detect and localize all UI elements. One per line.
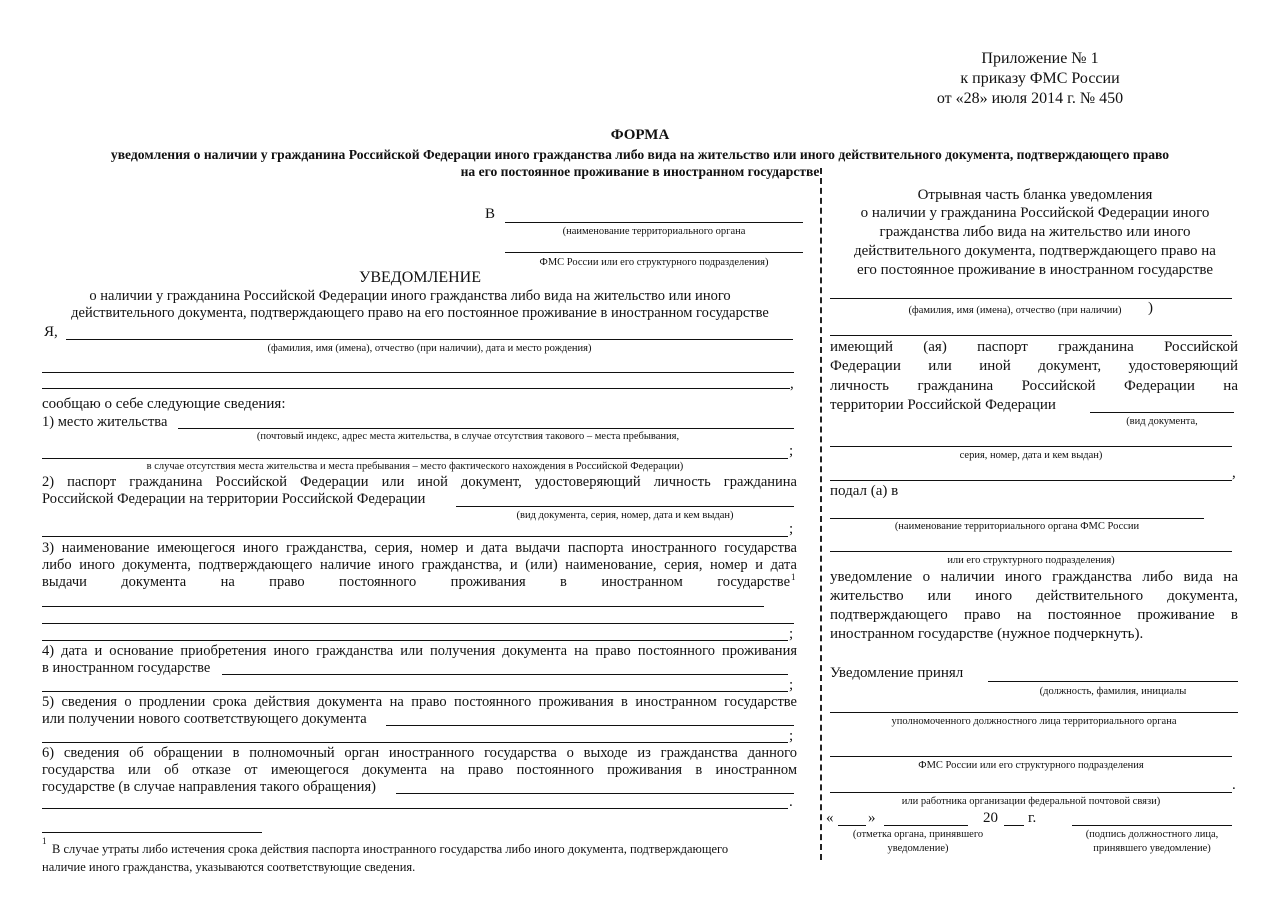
p4-line2: в иностранном государстве: [42, 660, 211, 676]
p6-field[interactable]: [396, 793, 794, 794]
stub-org-field[interactable]: [830, 518, 1204, 519]
tear-line: [820, 168, 822, 860]
date-year-prefix: 20: [983, 810, 998, 826]
form-title-line1: уведомления о наличии у гражданина Российской Федерации иного гражданства либо вида на жительство или иного действительного документа, подтверждающего право: [110, 147, 1170, 162]
accepted-field-2[interactable]: [830, 712, 1238, 713]
p3-line2: либо иного документа, подтверждающего наличие иного гражданства, и (или) наименование, серия, номер и дата: [42, 557, 797, 573]
stub-org-field-2[interactable]: [830, 551, 1232, 552]
stub-fio-field[interactable]: [830, 298, 1232, 299]
accepted-hint-1: (должность, фамилия, инициалы: [1039, 686, 1187, 697]
fio-field-3[interactable]: [42, 388, 790, 389]
p1-hint-1: (почтовый индекс, адрес места жительства, в случае отсутствия такового – места пребывания,: [256, 431, 680, 442]
p4-semi: ;: [789, 677, 794, 693]
appendix-order: к приказу ФМС России: [960, 70, 1120, 87]
footnote-line1: В случае утраты либо истечения срока действия паспорта иностранного государства либо иного документа, подтверждающего: [52, 842, 729, 856]
accepted-field-3[interactable]: [830, 756, 1232, 757]
p6-line3: государстве (в случае направления такого обращения): [42, 779, 376, 795]
stub-heading-4: действительного документа, подтверждающего право на: [854, 243, 1216, 259]
date-close-quote: »: [868, 810, 876, 826]
stub-text-2: Федерации или иной документ, удостоверяющий: [830, 358, 1238, 374]
p2-semi: ;: [789, 521, 794, 537]
stub-org-hint-2: или его структурного подразделения): [947, 555, 1115, 566]
stub-fio-hint: (фамилия, имя (имена), отчество (при наличии): [908, 305, 1122, 316]
stub-org-hint-1: (наименование территориального органа ФМС России: [894, 521, 1140, 532]
stub-serial-hint: серия, номер, дата и кем выдан): [959, 450, 1103, 461]
p5-field-2[interactable]: [42, 742, 788, 743]
stub-text-4: территории Российской Федерации: [830, 397, 1056, 413]
form-title-line2: на его постоянное проживание в иностранном государстве: [460, 164, 820, 179]
p6-line1: 6) сведения об обращении в полномочный орган иностранного государства о выходе из гражданства данного: [42, 745, 797, 761]
p4-field-2[interactable]: [42, 691, 788, 692]
p6-dot: .: [789, 794, 793, 810]
p1-label: 1) место жительства: [42, 414, 168, 430]
p2-line2: Российской Федерации на территории Российской Федерации: [42, 491, 426, 507]
sign-hint-2: принявшего уведомление): [1093, 843, 1211, 854]
stub-fio-close: ): [1148, 300, 1153, 316]
p2-hint: (вид документа, серия, номер, дата и кем выдан): [516, 510, 734, 521]
p2-field[interactable]: [456, 506, 794, 507]
appendix-date: от «28» июля 2014 г. № 450: [936, 90, 1124, 107]
p6-field-2[interactable]: [42, 808, 788, 809]
stub-fio-field-2[interactable]: [830, 335, 1232, 336]
sign-hint-1: (подпись должностного лица,: [1085, 829, 1219, 840]
accepted-field[interactable]: [988, 681, 1238, 682]
p2-line1: 2) паспорт гражданина Российской Федерации или иной документ, удостоверяющий личность гражданина: [42, 474, 797, 490]
stub-filed-label: подал (а) в: [830, 483, 899, 499]
mark-hint-2: уведомление): [887, 843, 949, 854]
p1-field[interactable]: [178, 428, 794, 429]
to-prefix: В: [485, 206, 496, 222]
stub-notice-4: иностранном государстве (нужное подчеркнуть).: [830, 626, 1144, 642]
accepted-hint-2: уполномоченного должностного лица территориального органа: [891, 716, 1177, 727]
to-field[interactable]: [505, 222, 803, 223]
mark-hint-1: (отметка органа, принявшего: [852, 829, 984, 840]
form-label: ФОРМА: [610, 127, 670, 143]
p5-line2: или получении нового соответствующего документа: [42, 711, 367, 727]
footnote-divider: [42, 832, 262, 833]
accepted-hint-4: или работника организации федеральной почтовой связи): [901, 796, 1161, 807]
to-hint-2: ФМС России или его структурного подразделения): [539, 257, 769, 268]
stub-heading-5: его постоянное проживание в иностранном государстве: [856, 262, 1214, 278]
footnote-line2: наличие иного гражданства, указываются соответствующие сведения.: [42, 860, 416, 874]
p2-field-2[interactable]: [42, 536, 788, 537]
stub-doc-field-3[interactable]: [830, 480, 1232, 481]
p4-field[interactable]: [222, 674, 788, 675]
p1-semi: ;: [789, 443, 794, 459]
fio-comma: ,: [790, 376, 794, 392]
notice-sub-2: действительного документа, подтверждающего право на его постоянное проживание в иностранном государстве: [71, 305, 769, 321]
p3-field-3[interactable]: [42, 640, 788, 641]
p3-footnote-mark: 1: [791, 572, 796, 582]
appendix-number: Приложение № 1: [981, 50, 1099, 67]
stub-heading-3: гражданства либо вида на жительство или иного: [879, 224, 1191, 240]
to-hint-1: (наименование территориального органа: [562, 226, 746, 237]
signature-field[interactable]: [1072, 825, 1232, 826]
p3-field-1[interactable]: [42, 606, 764, 607]
stub-heading-2: о наличии у гражданина Российской Федерации иного: [860, 205, 1210, 221]
accepted-field-4[interactable]: [830, 792, 1232, 793]
p3-field-2[interactable]: [42, 623, 794, 624]
p5-semi: ;: [789, 728, 794, 744]
footnote-mark: 1: [42, 836, 47, 846]
report-label: сообщаю о себе следующие сведения:: [42, 396, 286, 412]
ya-label: Я,: [44, 324, 58, 340]
accepted-label: Уведомление принял: [830, 665, 964, 681]
p1-hint-2: в случае отсутствия места жительства и места пребывания – место фактического нахождения в Российской Федерации): [146, 461, 684, 472]
p6-line2: государства или об отказе от имеющегося документа на право постоянного проживания в иностранном: [42, 762, 797, 778]
stub-notice-1: уведомление о наличии иного гражданства либо вида на: [830, 569, 1238, 585]
fio-field-2[interactable]: [42, 372, 794, 373]
stub-doc-field[interactable]: [1090, 412, 1234, 413]
p1-field-2[interactable]: [42, 458, 788, 459]
notice-sub-1: о наличии у гражданина Российской Федерации иного гражданства либо вида на жительство или иного: [89, 288, 731, 304]
date-month-field[interactable]: [884, 825, 968, 826]
p4-line1: 4) дата и основание приобретения иного гражданства или получения документа на право постоянного проживания: [42, 643, 797, 659]
stub-notice-3: подтверждающего право на постоянное проживание в: [830, 607, 1238, 623]
date-year-field[interactable]: [1004, 825, 1024, 826]
fio-hint: (фамилия, имя (имена), отчество (при наличии), дата и место рождения): [267, 343, 592, 354]
stub-text-3: личность гражданина Российской Федерации на: [830, 378, 1238, 394]
p3-semi: ;: [789, 626, 794, 642]
date-day-field[interactable]: [838, 825, 866, 826]
accepted-hint-3: ФМС России или его структурного подразделения: [918, 760, 1144, 771]
p5-line1: 5) сведения о продлении срока действия документа на право постоянного проживания в иностранном государстве: [42, 694, 797, 710]
p5-field[interactable]: [386, 725, 794, 726]
date-open-quote: «: [826, 810, 834, 826]
stub-text-1: имеющий (ая) паспорт гражданина Российской: [830, 339, 1238, 355]
stub-doc-field-2[interactable]: [830, 446, 1232, 447]
fio-field[interactable]: [66, 339, 793, 340]
stub-doc-hint: (вид документа,: [1126, 416, 1198, 427]
notice-heading: УВЕДОМЛЕНИЕ: [359, 269, 481, 286]
accepted-dot: .: [1232, 777, 1236, 793]
p3-line3: выдачи документа на право постоянного проживания в иностранном государстве: [42, 574, 790, 590]
stub-comma: ,: [1232, 465, 1236, 481]
p3-line1: 3) наименование имеющегося иного гражданства, серия, номер и дата выдачи паспорта иностранного государства: [42, 540, 797, 556]
date-year-suffix: г.: [1028, 810, 1037, 826]
stub-notice-2: жительство или иного действительного документа,: [830, 588, 1238, 604]
stub-heading-1: Отрывная часть бланка уведомления: [917, 187, 1153, 203]
to-field-2[interactable]: [505, 252, 803, 253]
